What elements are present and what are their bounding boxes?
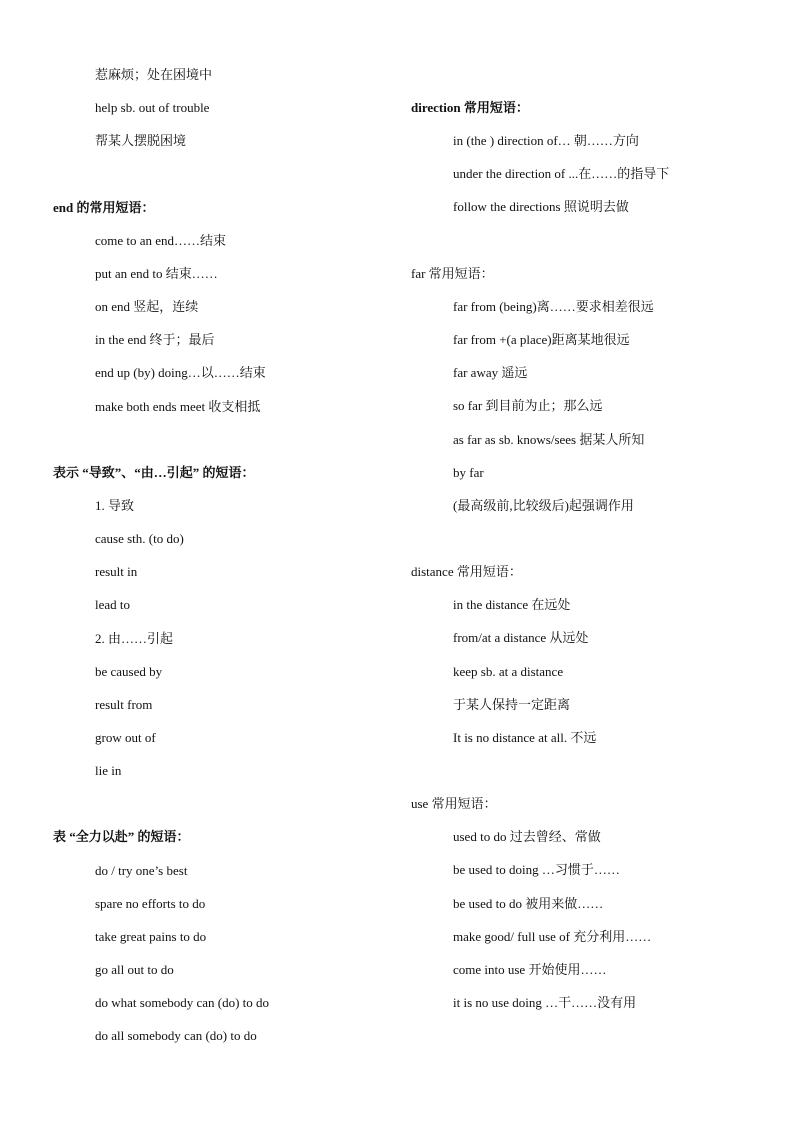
left-phrase-line: lie in [95, 763, 122, 779]
right-phrase-line: used to do 过去曾经、常做 [453, 829, 601, 845]
right-phrase-line: as far as sb. knows/sees 据某人所知 [453, 431, 645, 447]
right-phrase-line: so far 到目前为止；那么远 [453, 398, 603, 414]
left-phrase-line: do what somebody can (do) to do [95, 995, 270, 1011]
right-phrase-line: be used to do 被用来做…… [453, 895, 604, 911]
left-phrase-line: cause sth. (to do) [95, 531, 184, 547]
left-phrase-line: put an end to 结束…… [95, 265, 218, 281]
right-phrase-line: be used to doing …习惯于…… [453, 862, 620, 878]
left-phrase-line: come to an end……结束 [95, 232, 227, 248]
left-phrase-line: do / try one’s best [95, 862, 188, 878]
right-phrase-line: in the distance 在远处 [453, 597, 571, 613]
right-section-heading: direction 常用短语： [411, 100, 529, 115]
right-phrase-line: from/at a distance 从远处 [453, 630, 589, 646]
left-phrase-line: help sb. out of trouble [95, 100, 210, 116]
right-phrase-line: keep sb. at a distance [453, 663, 564, 679]
right-phrase-line: It is no distance at all. 不远 [453, 729, 597, 745]
left-phrase-line: be caused by [95, 663, 163, 679]
left-phrase-line: lead to [95, 597, 131, 613]
right-phrase-line: come into use 开始使用…… [453, 961, 607, 977]
left-phrase-line: on end 竖起，连续 [95, 299, 199, 315]
left-phrase-line: 惹麻烦；处在困境中 [95, 67, 213, 82]
left-phrase-line: take great pains to do [95, 928, 207, 944]
right-phrase-line: (最高级前,比较级后)起强调作用 [453, 497, 634, 513]
left-phrase-line: go all out to do [95, 962, 174, 978]
left-phrase-line: make both ends meet 收支相抵 [95, 398, 261, 414]
right-phrase-line: far from (being)离……要求相差很远 [453, 298, 654, 314]
left-phrase-line: do all somebody can (do) to do [95, 1028, 257, 1044]
right-phrase-line: 于某人保持一定距离 [453, 696, 571, 712]
right-phrase-line: far 常用短语： [411, 265, 494, 281]
right-phrase-line: use 常用短语： [411, 796, 497, 812]
left-phrase-line: result in [95, 564, 138, 580]
left-phrase-line: result from [95, 696, 153, 712]
right-phrase-line: under the direction of ...在……的指导下 [453, 166, 670, 182]
right-phrase-line: in (the ) direction of… 朝……方向 [453, 133, 639, 149]
right-phrase-line: distance 常用短语： [411, 564, 522, 580]
right-phrase-line: by far [453, 464, 484, 480]
left-section-heading: 表 “全力以赴” 的短语： [53, 829, 190, 845]
left-phrase-line: end up (by) doing…以……结束 [95, 365, 266, 381]
left-section-heading: 表示 “导致”、“由…引起” 的短语： [53, 464, 255, 480]
right-phrase-line: make good/ full use of 充分利用…… [453, 928, 652, 944]
left-phrase-line: 帮某人摆脱困境 [95, 133, 187, 149]
left-phrase-line: 1. 导致 [95, 497, 135, 513]
left-phrase-line: grow out of [95, 730, 156, 745]
right-phrase-line: far from +(a place)距离某地很远 [453, 332, 630, 348]
right-phrase-line: far away 遥远 [453, 365, 528, 381]
right-phrase-line: it is no use doing …干……没有用 [453, 995, 637, 1011]
left-phrase-line: 2. 由……引起 [95, 630, 174, 646]
left-phrase-line: spare no efforts to do [95, 895, 206, 911]
right-phrase-line: follow the directions 照说明去做 [453, 199, 629, 215]
left-phrase-line: in the end 终于；最后 [95, 332, 215, 348]
left-section-heading: end 的常用短语： [53, 199, 155, 215]
